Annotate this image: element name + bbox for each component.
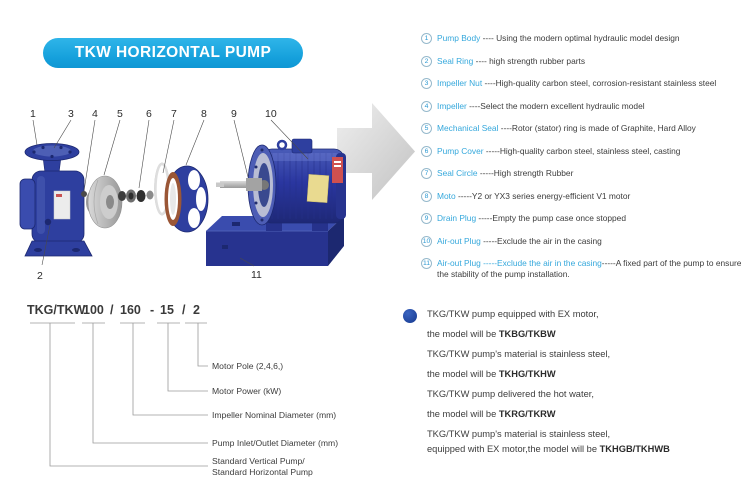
part-description: -----High strength Rubber xyxy=(477,168,574,178)
circled-number-badge: 9 xyxy=(421,213,432,224)
bullet-icon xyxy=(403,309,417,323)
model-code-token: - xyxy=(150,303,155,317)
part-list-item xyxy=(421,33,753,44)
model-code-labels xyxy=(212,361,338,477)
mechanical-seal-parts xyxy=(118,190,156,203)
part-list-item xyxy=(421,146,753,157)
callout-number: 6 xyxy=(146,108,152,120)
part-name: Moto xyxy=(437,190,456,201)
variant-line: TKG/TKW pump's material is stainless steel, xyxy=(427,429,611,439)
part-list-item xyxy=(421,236,753,247)
page-title: TKW HORIZONTAL PUMP xyxy=(74,44,272,61)
part-list-item xyxy=(421,123,753,134)
model-code-token: 160 xyxy=(120,303,141,317)
model-variants xyxy=(400,303,730,457)
part-description: ---- high strength rubber parts xyxy=(473,55,586,66)
pump-exploded-diagram xyxy=(10,95,420,295)
callout-number: 8 xyxy=(201,108,207,120)
impeller-part xyxy=(86,176,122,228)
callout-number: 5 xyxy=(117,108,123,120)
part-list-item xyxy=(421,168,753,179)
label-motor-power: Motor Power (kW) xyxy=(212,386,282,396)
part-name: Air-out Plug xyxy=(437,235,481,246)
part-name: Air-out Plug -----Exclude the air in the casing xyxy=(437,258,602,268)
model-code-token: 100 xyxy=(83,303,104,317)
part-name: Seal Circle xyxy=(437,168,478,178)
part-list-item xyxy=(421,258,753,280)
variant-line: equipped with EX motor,the model will be TKHGB/TKHWB xyxy=(427,444,670,454)
circled-number-badge: 5 xyxy=(421,123,432,134)
part-name: Pump Body xyxy=(437,33,481,43)
part-description: -----High-quality carbon steel, stainless steel, casting xyxy=(483,145,681,156)
circled-number-badge: 3 xyxy=(421,78,432,89)
part-name: Drain Plug xyxy=(437,213,477,223)
part-list-item xyxy=(421,101,753,112)
model-code-lines xyxy=(30,323,208,466)
part-description: ----Select the modern excellent hydraulic model xyxy=(466,100,645,111)
circled-number-badge: 8 xyxy=(421,191,432,202)
part-name: Seal Ring xyxy=(437,55,474,66)
model-code-series: TKG/TKW xyxy=(27,303,86,317)
part-name: Mechanical Seal xyxy=(437,123,499,133)
pump-body-part xyxy=(20,144,92,257)
model-code-token: 2 xyxy=(193,303,200,317)
label-motor-pole: Motor Pole (2,4,6,) xyxy=(212,361,284,371)
part-description: ----Rotor (stator) ring is made of Graphite, Hard Alloy xyxy=(498,123,696,133)
variant-line: TKG/TKW pump delivered the hot water, xyxy=(427,389,594,399)
title-banner xyxy=(43,38,303,68)
part-description: -----A fixed part of the pump to ensure the stability of the pump installation. xyxy=(437,258,744,279)
callout-number: 11 xyxy=(251,269,262,281)
variant-line: the model will be TKBG/TKBW xyxy=(427,329,556,339)
callout-number: 2 xyxy=(37,270,43,282)
right-arrow-icon xyxy=(337,103,415,200)
model-code-token: 15 xyxy=(160,303,174,317)
circled-number-badge: 1 xyxy=(421,33,432,44)
parts-list xyxy=(421,33,753,292)
part-list-item xyxy=(421,191,753,202)
part-list-item xyxy=(421,78,753,89)
label-impeller-diameter: Impeller Nominal Diameter (mm) xyxy=(212,410,337,420)
label-pump-type-line1: Standard Vertical Pump/ xyxy=(212,456,305,466)
circled-number-badge: 11 xyxy=(422,260,431,267)
callout-number: 7 xyxy=(171,108,177,120)
part-name: Impeller Nut xyxy=(437,78,483,88)
model-code-diagram xyxy=(20,298,350,493)
callout-number: 4 xyxy=(92,108,98,120)
model-code-tokens xyxy=(27,303,200,317)
callout-number: 3 xyxy=(68,108,74,120)
part-name: Impeller xyxy=(437,100,467,111)
callout-number: 9 xyxy=(231,108,237,120)
part-list-item xyxy=(421,213,753,224)
circled-number-badge: 4 xyxy=(421,101,432,112)
part-name: Pump Cover xyxy=(437,145,484,156)
label-inlet-outlet-diameter: Pump Inlet/Outlet Diameter (mm) xyxy=(212,438,339,448)
model-code-token: / xyxy=(110,303,114,317)
circled-number-badge: 10 xyxy=(422,237,431,245)
part-description: ---- Using the modern optimal hydraulic model design xyxy=(480,33,680,43)
part-description: ----High-quality carbon steel, corrosion-resistant stainless steel xyxy=(482,78,717,88)
model-code-token: / xyxy=(182,303,186,317)
callout-number: 1 xyxy=(30,108,36,120)
circled-number-badge: 7 xyxy=(421,168,432,179)
variant-line: the model will be TKRG/TKRW xyxy=(427,409,556,419)
circled-number-badge: 2 xyxy=(421,56,432,67)
callout-number: 10 xyxy=(265,108,277,120)
variant-line: TKG/TKW pump equipped with EX motor, xyxy=(427,309,599,319)
pump-cover-part xyxy=(165,166,209,232)
circled-number-badge: 6 xyxy=(421,146,432,157)
part-description: -----Y2 or YX3 series energy-efficient V1 motor xyxy=(455,190,631,201)
part-description: -----Exclude the air in the casing xyxy=(480,235,602,246)
part-description: -----Empty the pump case once stopped xyxy=(476,213,626,223)
part-list-item xyxy=(421,56,753,67)
label-pump-type-line2: Standard Horizontal Pump xyxy=(212,467,313,477)
variant-line: the model will be TKHG/TKHW xyxy=(427,369,556,379)
variant-line: TKG/TKW pump's material is stainless steel, xyxy=(427,349,611,359)
impeller-nut-part xyxy=(81,191,87,197)
